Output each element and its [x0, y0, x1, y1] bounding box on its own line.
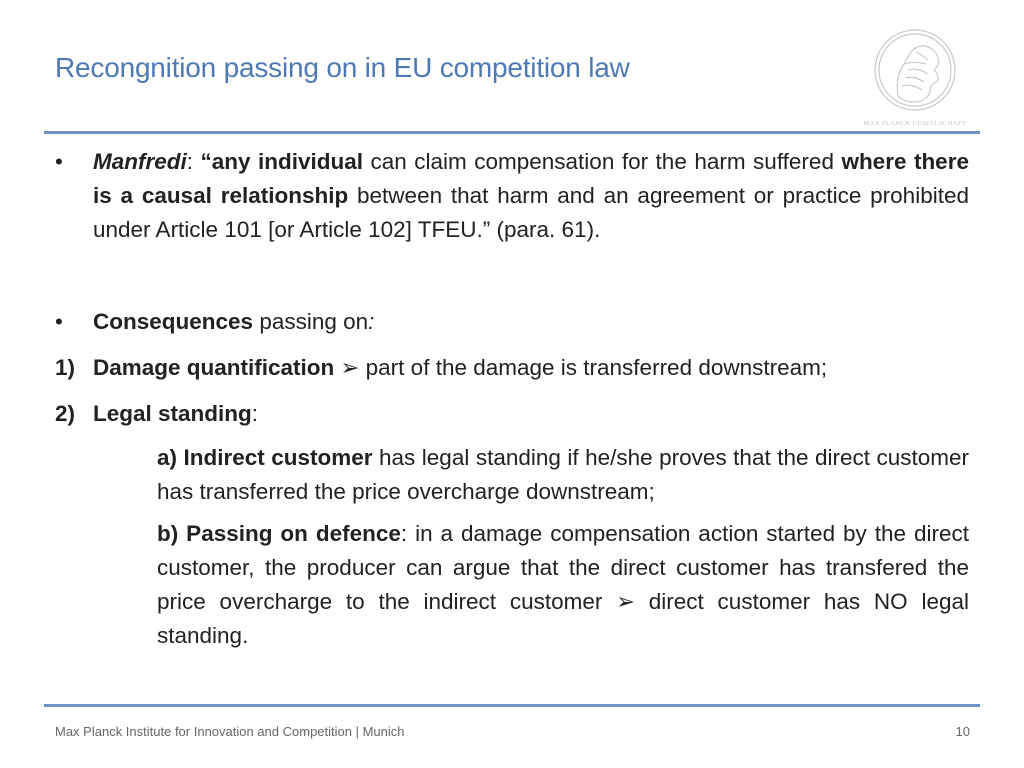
title-divider [44, 131, 980, 134]
logo-caption: MAX PLANCK GESELLSCHAFT [863, 120, 967, 127]
causal-emphasis: where there is a causal relationship [93, 149, 969, 208]
footer-divider [44, 704, 980, 707]
quote-emphasis: “any individual [200, 149, 364, 174]
slide-title: Recongnition passing on in EU competition law [55, 52, 630, 83]
consequences-heading: Consequences [93, 309, 254, 334]
minerva-head-icon [875, 30, 955, 110]
max-planck-logo [860, 26, 970, 130]
bullet-manfredi: • Manfredi: “any individual can claim compensation for the harm suffered where there is a causal relationship between that harm and an agreement or practice prohibited under Article 101 [or Article 102] TFEU.” (para. 61). [55, 145, 969, 247]
sub-heading: a) Indirect customer [157, 445, 373, 470]
bullet-marker: • [55, 309, 63, 334]
arrow-icon: ➢ [334, 355, 366, 380]
item-number: 1) [55, 355, 76, 380]
slide-body [55, 145, 969, 653]
item-heading: Legal standing [93, 401, 252, 426]
page-number: 10 [955, 724, 970, 739]
numbered-item-1: 1) Damage quantification ➢ part of the damage is transferred downstream; [55, 351, 969, 385]
footer-text: Max Planck Institute for Innovation and Competition | Munich [55, 724, 405, 739]
sub-item-b: b) Passing on defence: in a damage compensation action started by the direct customer, the producer can argue that the direct customer has transfered the price overcharge to the indirect customer ➢ direct customer has NO legal standing. [157, 521, 969, 648]
bullet-consequences: • Consequences passing on: [55, 305, 969, 339]
numbered-item-2: 2) Legal standing: [55, 397, 969, 431]
bullet-marker: • [55, 149, 63, 174]
sub-item-a: a) Indirect customer has legal standing if he/she proves that the direct customer has transferred the price overcharge downstream; [157, 445, 970, 504]
case-name: Manfredi [93, 149, 187, 174]
item-heading: Damage quantification [93, 355, 335, 380]
sub-heading: b) Passing on defence [157, 521, 401, 546]
item-number: 2) [55, 401, 76, 426]
